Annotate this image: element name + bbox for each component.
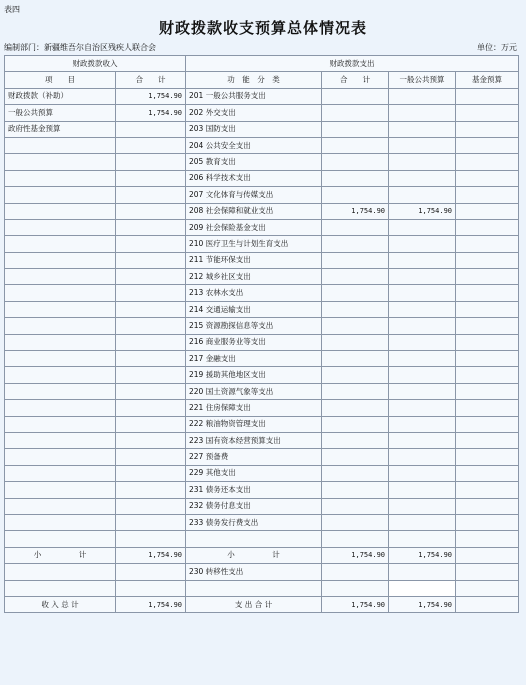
transfer-label: 230 转移性支出	[186, 564, 322, 580]
expense-function-cell: 209 社会保险基金支出	[186, 219, 322, 235]
income-amount-cell	[116, 482, 186, 498]
income-amount-cell	[116, 367, 186, 383]
expense-fund-cell	[456, 498, 519, 514]
expense-fund-cell	[456, 105, 519, 121]
expense-function-cell: 222 粮油物资管理支出	[186, 416, 322, 432]
blank-row	[5, 580, 519, 596]
expense-general-cell	[389, 301, 456, 317]
expense-fund-cell	[456, 465, 519, 481]
expense-total-cell	[322, 170, 389, 186]
empty-cell	[5, 531, 116, 547]
grand-total-expense-general: 1,754.90	[389, 596, 456, 612]
expense-general-cell	[389, 88, 456, 104]
expense-fund-cell	[456, 367, 519, 383]
expense-fund-cell	[456, 154, 519, 170]
unit-label: 单位：万元	[477, 43, 517, 52]
income-amount-cell	[116, 465, 186, 481]
grand-total-expense-label: 支 出 合 计	[186, 596, 322, 612]
income-amount-cell	[116, 121, 186, 137]
income-item-cell	[5, 449, 116, 465]
expense-function-cell: 220 国土资源气象等支出	[186, 383, 322, 399]
income-amount-cell: 1,754.90	[116, 105, 186, 121]
income-item-cell	[5, 367, 116, 383]
table-row	[5, 219, 519, 235]
income-amount-cell	[116, 432, 186, 448]
expense-fund-cell	[456, 88, 519, 104]
income-amount-cell	[116, 416, 186, 432]
expense-general-cell	[389, 383, 456, 399]
subtotal-income-label: 小 计	[5, 547, 116, 563]
expense-fund-cell	[456, 236, 519, 252]
expense-general-cell	[389, 187, 456, 203]
income-amount-cell	[116, 219, 186, 235]
expense-fund-cell	[456, 285, 519, 301]
expense-function-cell: 202 外交支出	[186, 105, 322, 121]
income-amount-cell	[116, 269, 186, 285]
subtotal-income-amount: 1,754.90	[116, 547, 186, 563]
expense-function-cell: 219 援助其他地区支出	[186, 367, 322, 383]
income-item-cell	[5, 334, 116, 350]
income-amount-cell	[116, 170, 186, 186]
income-item-cell	[5, 416, 116, 432]
income-item-cell	[5, 252, 116, 268]
income-item-cell: 政府性基金预算	[5, 121, 116, 137]
subtotal-expense-general: 1,754.90	[389, 547, 456, 563]
expense-function-cell: 215 资源勘探信息等支出	[186, 318, 322, 334]
income-item-cell	[5, 383, 116, 399]
table-row	[5, 351, 519, 367]
expense-fund-cell	[456, 219, 519, 235]
expense-general-cell	[389, 236, 456, 252]
expense-total-cell	[322, 154, 389, 170]
expense-total-cell	[322, 367, 389, 383]
empty-cell	[116, 531, 186, 547]
income-item-cell	[5, 170, 116, 186]
expense-function-cell: 214 交通运输支出	[186, 301, 322, 317]
expense-general-cell	[389, 121, 456, 137]
expense-fund-cell	[456, 269, 519, 285]
col-function-header: 功 能 分 类	[186, 72, 322, 88]
table-row	[5, 400, 519, 416]
empty-cell	[322, 564, 389, 580]
table-row	[5, 236, 519, 252]
expense-total-cell	[322, 236, 389, 252]
expense-total-cell	[322, 334, 389, 350]
expense-function-cell: 207 文化体育与传媒支出	[186, 187, 322, 203]
col-fund-budget-header: 基金预算	[456, 72, 519, 88]
table-row	[5, 383, 519, 399]
expense-function-cell: 206 科学技术支出	[186, 170, 322, 186]
table-row	[5, 416, 519, 432]
income-item-cell	[5, 514, 116, 530]
expense-total-cell	[322, 416, 389, 432]
expense-general-cell	[389, 465, 456, 481]
expense-fund-cell	[456, 432, 519, 448]
expense-total-cell	[322, 137, 389, 153]
table-row	[5, 432, 519, 448]
expense-function-cell: 233 债务发行费支出	[186, 514, 322, 530]
expense-general-cell	[389, 482, 456, 498]
table-row	[5, 285, 519, 301]
income-item-cell	[5, 154, 116, 170]
expense-function-cell: 223 国有资本经营预算支出	[186, 432, 322, 448]
expense-fund-cell	[456, 351, 519, 367]
income-amount-cell	[116, 318, 186, 334]
income-item-cell	[5, 351, 116, 367]
table-row	[5, 252, 519, 268]
subtotal-expense-label: 小 计	[186, 547, 322, 563]
expense-fund-cell	[456, 514, 519, 530]
income-item-cell	[5, 318, 116, 334]
expense-total-cell	[322, 105, 389, 121]
expense-total-cell	[322, 219, 389, 235]
expense-general-cell	[389, 154, 456, 170]
expense-fund-cell	[456, 449, 519, 465]
table-row	[5, 482, 519, 498]
expense-function-cell: 212 城乡社区支出	[186, 269, 322, 285]
empty-cell	[322, 531, 389, 547]
group-header-row	[5, 56, 519, 72]
expense-total-cell	[322, 449, 389, 465]
table-row	[5, 170, 519, 186]
expense-function-cell: 205 教育支出	[186, 154, 322, 170]
department-label: 编制部门：新疆维吾尔自治区残疾人联合会	[4, 43, 156, 52]
col-total-header: 合 计	[116, 72, 186, 88]
income-amount-cell	[116, 301, 186, 317]
income-item-cell	[5, 203, 116, 219]
expense-general-cell: 1,754.90	[389, 203, 456, 219]
blank-row	[5, 531, 519, 547]
table-number: 表四	[4, 5, 20, 14]
table-row	[5, 367, 519, 383]
expense-total-cell	[322, 351, 389, 367]
expense-fund-cell	[456, 203, 519, 219]
income-item-cell	[5, 400, 116, 416]
income-item-cell	[5, 285, 116, 301]
income-item-cell	[5, 465, 116, 481]
transfer-row	[5, 564, 519, 580]
expense-fund-cell	[456, 318, 519, 334]
income-amount-cell	[116, 285, 186, 301]
income-item-cell	[5, 482, 116, 498]
income-amount-cell	[116, 514, 186, 530]
subtotal-expense-fund	[456, 547, 519, 563]
income-amount-cell	[116, 236, 186, 252]
expense-total-cell	[322, 187, 389, 203]
expense-total-cell	[322, 383, 389, 399]
expense-total-cell	[322, 498, 389, 514]
expense-general-cell	[389, 318, 456, 334]
income-amount-cell	[116, 383, 186, 399]
table-row	[5, 88, 519, 104]
page-title: 财政拨款收支预算总体情况表	[158, 19, 367, 37]
column-header-row	[5, 72, 519, 88]
table-row	[5, 187, 519, 203]
expense-fund-cell	[456, 416, 519, 432]
empty-cell	[456, 531, 519, 547]
expense-total-cell	[322, 482, 389, 498]
income-amount-cell	[116, 187, 186, 203]
income-item-cell: 一般公共预算	[5, 105, 116, 121]
empty-cell	[186, 531, 322, 547]
income-amount-cell: 1,754.90	[116, 88, 186, 104]
expense-general-cell	[389, 252, 456, 268]
expense-total-cell	[322, 285, 389, 301]
income-amount-cell	[116, 137, 186, 153]
expense-function-cell: 210 医疗卫生与计划生育支出	[186, 236, 322, 252]
income-amount-cell	[116, 252, 186, 268]
expense-fund-cell	[456, 170, 519, 186]
expense-general-cell	[389, 285, 456, 301]
expense-total-cell	[322, 88, 389, 104]
col-exp-total-header: 合 计	[322, 72, 389, 88]
expense-function-cell: 216 商业服务业等支出	[186, 334, 322, 350]
expense-total-cell	[322, 318, 389, 334]
table-row	[5, 301, 519, 317]
expense-function-cell: 204 公共安全支出	[186, 137, 322, 153]
expense-general-cell	[389, 219, 456, 235]
expense-total-cell	[322, 269, 389, 285]
col-item-header: 项 目	[5, 72, 116, 88]
income-item-cell	[5, 498, 116, 514]
income-amount-cell	[116, 203, 186, 219]
expense-function-cell: 217 金融支出	[186, 351, 322, 367]
expense-total-cell	[322, 514, 389, 530]
table-row	[5, 121, 519, 137]
expense-general-cell	[389, 170, 456, 186]
empty-cell	[389, 580, 456, 596]
income-item-cell	[5, 187, 116, 203]
budget-table	[4, 55, 519, 613]
table-row	[5, 498, 519, 514]
expense-general-cell	[389, 351, 456, 367]
income-item-cell	[5, 236, 116, 252]
income-item-cell	[5, 432, 116, 448]
table-row	[5, 105, 519, 121]
income-amount-cell	[116, 154, 186, 170]
income-item-cell	[5, 137, 116, 153]
subtotal-expense-total: 1,754.90	[322, 547, 389, 563]
expense-fund-cell	[456, 187, 519, 203]
empty-cell	[322, 580, 389, 596]
empty-cell	[116, 564, 186, 580]
income-amount-cell	[116, 498, 186, 514]
grand-total-expense-fund	[456, 596, 519, 612]
expense-function-cell: 213 农林水支出	[186, 285, 322, 301]
empty-cell	[5, 580, 116, 596]
expense-fund-cell	[456, 301, 519, 317]
expense-general-cell	[389, 105, 456, 121]
income-amount-cell	[116, 351, 186, 367]
table-row	[5, 269, 519, 285]
expense-function-cell: 203 国防支出	[186, 121, 322, 137]
expense-fund-cell	[456, 334, 519, 350]
expense-general-cell	[389, 367, 456, 383]
subtotal-row	[5, 547, 519, 563]
income-amount-cell	[116, 334, 186, 350]
table-row	[5, 154, 519, 170]
expense-general-cell	[389, 400, 456, 416]
grand-total-expense-total: 1,754.90	[322, 596, 389, 612]
table-row	[5, 318, 519, 334]
grand-total-income-label: 收 入 总 计	[5, 596, 116, 612]
table-row	[5, 514, 519, 530]
expense-general-cell	[389, 416, 456, 432]
grand-total-income-amount: 1,754.90	[116, 596, 186, 612]
expense-fund-cell	[456, 137, 519, 153]
expense-function-cell: 208 社会保障和就业支出	[186, 203, 322, 219]
expense-fund-cell	[456, 400, 519, 416]
income-item-cell	[5, 269, 116, 285]
empty-cell	[456, 580, 519, 596]
expense-fund-cell	[456, 121, 519, 137]
expense-function-cell: 232 债务付息支出	[186, 498, 322, 514]
expense-general-cell	[389, 449, 456, 465]
income-amount-cell	[116, 449, 186, 465]
empty-cell	[389, 531, 456, 547]
col-general-budget-header: 一般公共预算	[389, 72, 456, 88]
table-row	[5, 203, 519, 219]
empty-cell	[5, 564, 116, 580]
income-item-cell	[5, 301, 116, 317]
income-group-header: 财政拨款收入	[5, 56, 186, 72]
expense-general-cell	[389, 498, 456, 514]
table-row	[5, 137, 519, 153]
expense-function-cell: 211 节能环保支出	[186, 252, 322, 268]
expense-function-cell: 201 一般公共服务支出	[186, 88, 322, 104]
expense-total-cell	[322, 121, 389, 137]
expense-total-cell	[322, 252, 389, 268]
income-amount-cell	[116, 400, 186, 416]
income-item-cell: 财政拨款（补助）	[5, 88, 116, 104]
expense-general-cell	[389, 514, 456, 530]
expense-total-cell	[322, 301, 389, 317]
table-row	[5, 334, 519, 350]
table-row	[5, 449, 519, 465]
expense-function-cell: 221 住房保障支出	[186, 400, 322, 416]
expense-total-cell	[322, 432, 389, 448]
grand-total-row	[5, 596, 519, 612]
expense-total-cell	[322, 400, 389, 416]
expense-general-cell	[389, 269, 456, 285]
expense-function-cell: 229 其他支出	[186, 465, 322, 481]
expense-function-cell: 231 债务还本支出	[186, 482, 322, 498]
table-row	[5, 465, 519, 481]
expense-group-header: 财政拨款支出	[186, 56, 519, 72]
expense-general-cell	[389, 137, 456, 153]
expense-function-cell: 227 预备费	[186, 449, 322, 465]
empty-cell	[116, 580, 186, 596]
expense-fund-cell	[456, 252, 519, 268]
empty-cell	[389, 564, 456, 580]
empty-cell	[456, 564, 519, 580]
expense-total-cell	[322, 465, 389, 481]
expense-total-cell: 1,754.90	[322, 203, 389, 219]
expense-general-cell	[389, 334, 456, 350]
income-item-cell	[5, 219, 116, 235]
expense-general-cell	[389, 432, 456, 448]
expense-fund-cell	[456, 383, 519, 399]
empty-cell	[186, 580, 322, 596]
expense-fund-cell	[456, 482, 519, 498]
